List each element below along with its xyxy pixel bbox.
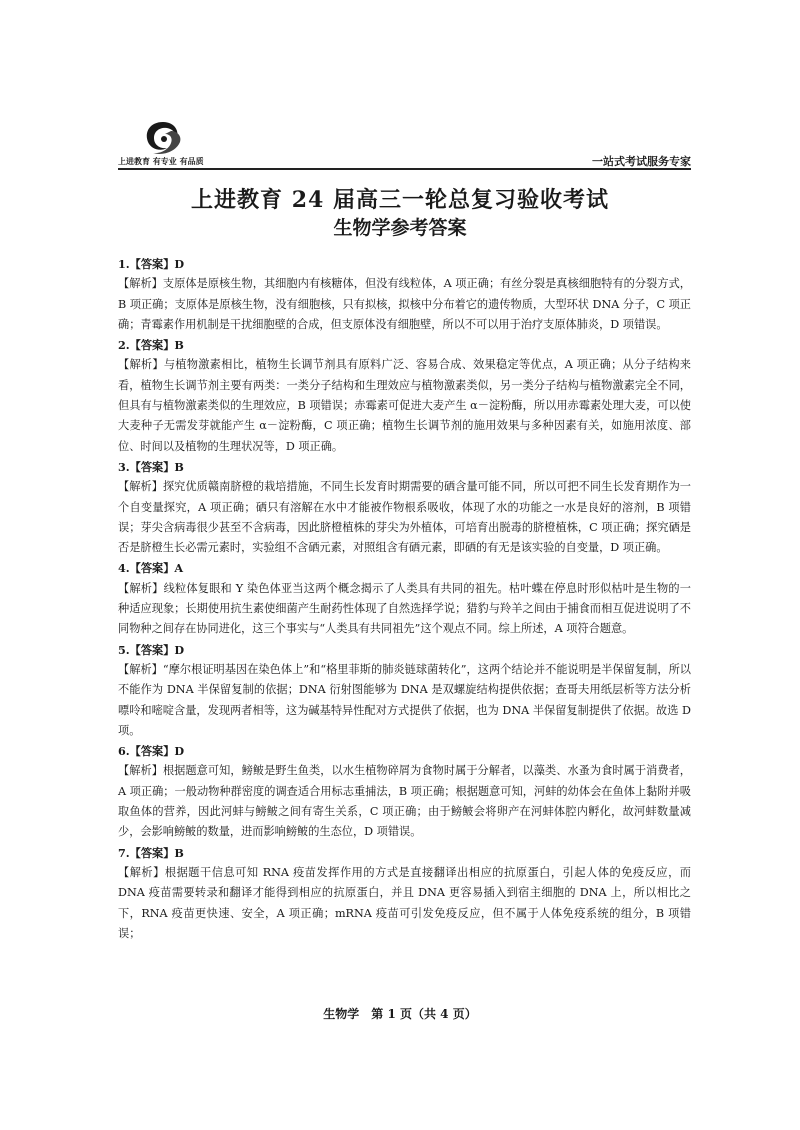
explanation-text: 【解析】根据题意可知，鳑鲏是野生鱼类，以水生植物碎屑为食物时属于分解者，以藻类、水蚤为食时属于消费者，A 项正确；一般动物种群密度的调查适合用标志重捕法，B 项正确；根据题意可知，河蚌的幼体会在鱼体上黏附并吸取鱼体的营养，因此河蚌与鳑鲏之间有寄生关系，C 项正确；由于鳑鲏会将卵产在河蚌体腔内孵化，故河蚌数量减少，会影响鳑鲏的数量，进而影响鳑鲏的生态位，D 项错误。 <box>118 764 691 839</box>
page-subtitle: 生物学参考答案 <box>333 217 467 239</box>
explanation-text: 【解析】线粒体复眼和 Y 染色体亚当这两个概念揭示了人类具有共同的祖先。枯叶蝶在停息时形似枯叶是生物的一种适应现象；长期使用抗生素使细菌产生耐药性体现了自然选择学说；猎豹与羚羊之间由于捕食而相互促进说明了不同物种之间存在协同进化，这三个事实与“人类具有共同祖先”这个观点不同。综上所述，A 项符合题意。 <box>118 581 691 636</box>
logo-text: 上进教育 有专业 有品质 <box>118 157 204 166</box>
page-title: 上进教育 24 届高三一轮总复习验收考试 <box>191 187 609 213</box>
answer-label: 1.【答案】D <box>118 257 185 271</box>
page-footer: 生物学 第 1 页（共 4 页） <box>323 1007 477 1021</box>
swirl-logo-icon <box>140 120 186 156</box>
header-slogan: 一站式考试服务专家 <box>592 155 691 168</box>
answer-label: 4.【答案】A <box>118 561 184 576</box>
explanation-text: 【解析】“摩尔根证明基因在染色体上”和“格里菲斯的肺炎链球菌转化”，这两个结论并不能说明是半保留复制，所以不能作为 DNA 半保留复制的依据；DNA 衍射图能够为 DNA 是双螺旋结构提供依据；查哥夫用纸层析等方法分析嘌呤和嘧啶含量，发现两者相等，这为碱基特异性配对方式提供了依据，也为 DNA 半保留复制提供了依据。故选 D 项。 <box>118 662 691 737</box>
answer-label: 6.【答案】D <box>118 744 185 759</box>
answer-label: 5.【答案】D <box>118 642 185 657</box>
answer-label: 3.【答案】B <box>118 459 184 474</box>
brand-logo <box>118 120 228 168</box>
question-2 <box>118 335 691 457</box>
explanation-text: 【解析】根据题干信息可知 RNA 疫苗发挥作用的方式是直接翻译出相应的抗原蛋白，引起人体的免疫反应，而 DNA 疫苗需要转录和翻译才能得到相应的抗原蛋白，并且 DNA 更容易插入到宿主细胞的 DNA 上，所以相比之下，RNA 疫苗更快速、安全，A 项正确；mRNA 疫苗可引发免疫反应，但不属于人体免疫系统的组分，B 项错误； <box>118 865 691 940</box>
page-header <box>118 120 691 170</box>
question-1 <box>118 254 691 335</box>
explanation-text: 【解析】探究优质赣南脐橙的栽培措施，不同生长发育时期需要的硒含量可能不同，所以可把不同生长发育期作为一个自变量探究，A 项正确；硒只有溶解在水中才能被作物根系吸收，体现了水的功能之一水是良好的溶剂，B 项错误；芽尖含病毒很少甚至不含病毒，因此脐橙植株的芽尖为外植体，可培育出脱毒的脐橙植株，C 项正确；探究硒是否是脐橙生长必需元素时，实验组不含硒元素，对照组含有硒元素，即硒的有无是该实验的自变量，D 项正确。 <box>118 480 691 555</box>
header-divider <box>118 168 691 170</box>
question-7 <box>118 843 691 944</box>
answer-label: 2.【答案】B <box>118 338 184 353</box>
explanation-text: 【解析】与植物激素相比，植物生长调节剂具有原料广泛、容易合成、效果稳定等优点，A 项正确；从分子结构来看，植物生长调节剂主要有两类：一类分子结构和生理效应与植物激素类似，另一类分子结构与植物激素完全不同，但具有与植物激素类似的生理效应，B 项错误；赤霉素可促进大麦产生 α－淀粉酶，所以用赤霉素处理大麦，可以使大麦种子无需发芽就能产生 α－淀粉酶，C 项正确；植物生长调节剂的施用效果与多种因素有关，如施用浓度、部位、时间以及植物的生理状况等，D 项正确。 <box>118 358 691 453</box>
question-6 <box>118 741 691 842</box>
explanation-text: 【解析】支原体是原核生物，其细胞内有核糖体，但没有线粒体，A 项正确；有丝分裂是真核细胞特有的分裂方式，B 项正确；支原体是原核生物，没有细胞核，只有拟核，拟核中分布着它的遗传物质，大型环状 DNA 分子，C 项正确；青霉素作用机制是干扰细胞壁的合成，但支原体没有细胞壁，所以不可以用于治疗支原体肺炎，D 项错误。 <box>118 277 691 331</box>
question-3 <box>118 457 691 558</box>
answer-label: 7.【答案】B <box>118 845 184 860</box>
question-5 <box>118 640 691 741</box>
question-4 <box>118 558 691 639</box>
answer-list <box>118 254 691 944</box>
